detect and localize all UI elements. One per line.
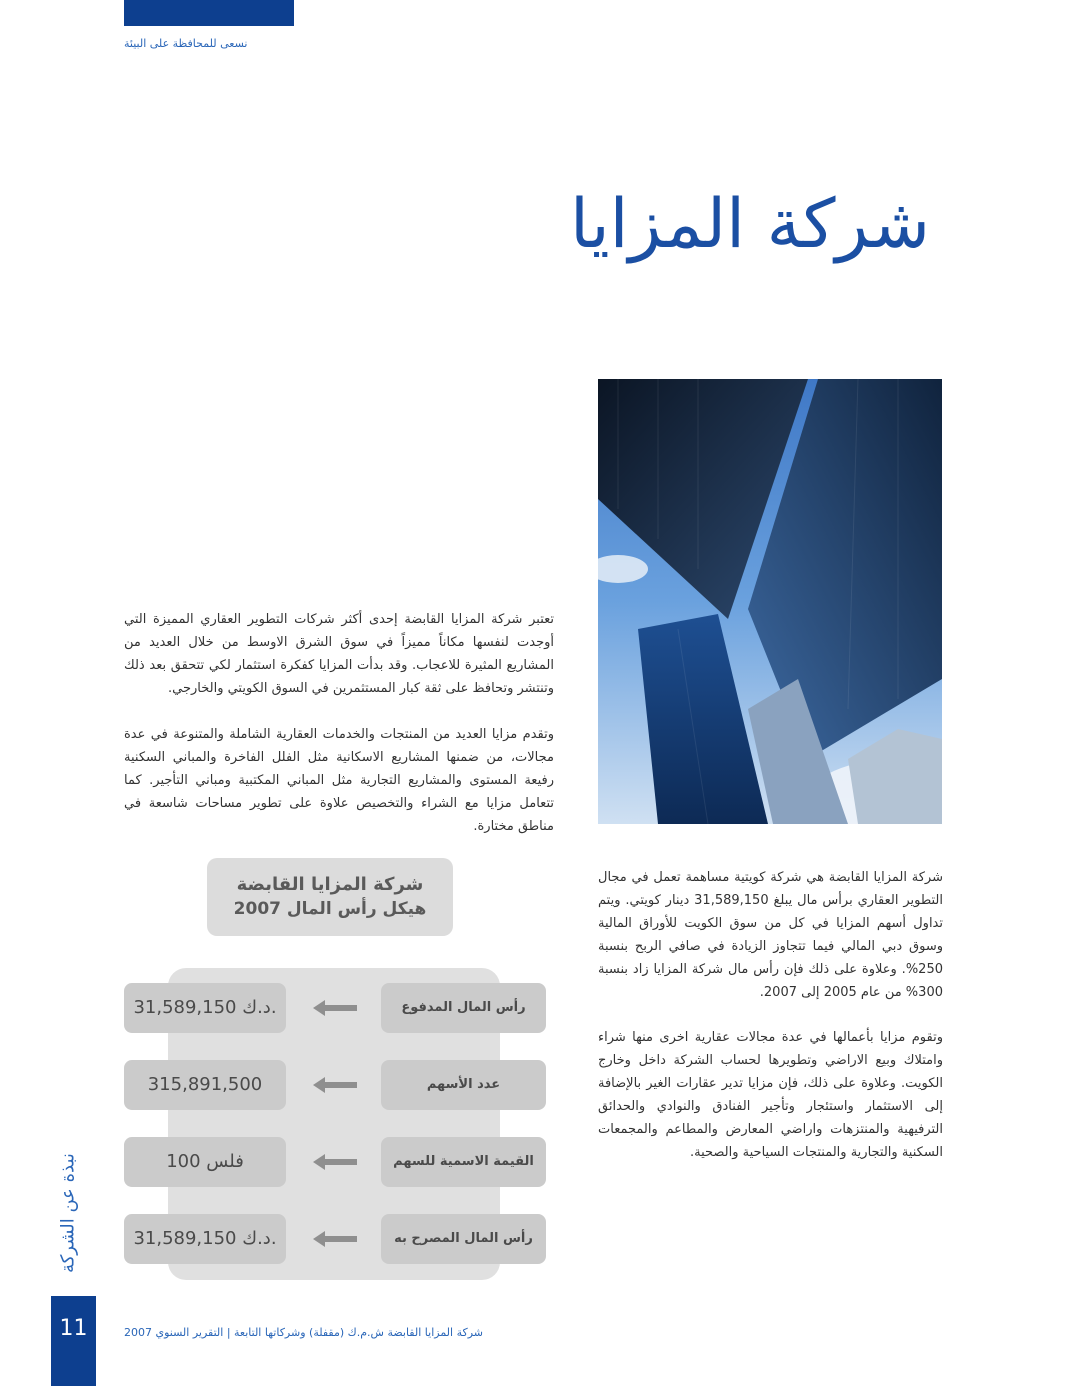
overview-paragraph-2: وتقوم مزايا بأعمالها في عدة مجالات عقارية اخرى منها شراء وامتلاك وبيع الاراضي وتطويرها لحساب الشركة داخل وخارج الكويت. وعلاوة على ذلك، فإن مزايا تدير عقارات الغير بالإضافة إلى الاستثمار واستئجار وتأجير الفنادق والنوادي والحدائق الترفيهية والمنتزهات واراضي المعارض والمطاعم والمجمعات السكنية والتجارية والمنتجات السياحية والصحية.: [598, 1030, 943, 1160]
arrow-left-icon: [313, 1229, 357, 1249]
intro-paragraph-2: وتقدم مزايا العديد من المنتجات والخدمات العقارية الشاملة والمتنوعة في عدة مجالات، من ضمنها المشاريع الاسكانية مثل الفلل الفاخرة والمباني السكنية رفيعة المستوى والمشاريع التجارية مثل المباني المكتبية ومباني التأجير. كما تتعامل مزايا مع الشراء والتخصيص علاوة على تطوير مساحات شاسعة في مناطق مختارة.: [124, 727, 554, 834]
capital-row-label: عدد الأسهم: [381, 1060, 546, 1110]
capital-row-value: 315,891,500: [124, 1060, 286, 1110]
page-number-box: [51, 1296, 96, 1386]
capital-row-shares: [124, 1060, 546, 1110]
capital-row-value: 100 فلس: [124, 1137, 286, 1187]
capital-row-paid-up: [124, 983, 546, 1033]
section-side-label: نبذة عن الشركة: [57, 1152, 79, 1273]
capital-row-value: 31,589,150 د.ك.: [124, 983, 286, 1033]
capital-row-label: رأس المال المدفوع: [381, 983, 546, 1033]
overview-paragraph-1: شركة المزايا القابضة هي شركة كويتية مساهمة تعمل في مجال التطوير العقاري برأس مال يبلغ 31,589,150 دينار كويتي. ويتم تداول أسهم المزايا في كل من سوق الكويت للأوراق المالية وسوق دبي المالي فيما تتجاوز الزيادة في صافي الربح بنسبة 250%. وعلاوة على ذلك فإن رأس مال شركة المزايا زاد بنسبة 300% من عام 2005 إلى 2007.: [598, 870, 943, 1000]
capital-row-nominal-value: [124, 1137, 546, 1187]
top-color-bar: [124, 0, 294, 26]
capital-structure-header: [207, 858, 453, 936]
intro-paragraph-1: تعتبر شركة المزايا القابضة إحدى أكثر شركات التطوير العقاري المميزة التي أوجدت لنفسها مكاناً مميزاً في سوق الشرق الاوسط من خلال العديد من المشاريع المثيرة للاعجاب. وقد بدأت المزايا كفكرة استثمار لكي تتحقق بعد ذلك وتنتشر وتحافظ على ثقة كبار المستثمرين في السوق الكويتي والخارجي.: [124, 612, 554, 696]
page-title: شركة المزايا: [570, 185, 930, 264]
capital-structure-title: شركة المزايا القابضة: [236, 874, 424, 895]
capital-row-label: رأس المال المصرح به: [381, 1214, 546, 1264]
page-number: 11: [59, 1316, 88, 1341]
capital-row-authorized: [124, 1214, 546, 1264]
skyscrapers-photo: [598, 379, 942, 824]
capital-structure-subtitle: هيكل رأس المال 2007: [233, 899, 427, 919]
capital-row-value: 31,589,150 د.ك.: [124, 1214, 286, 1264]
capital-row-label: القيمة الاسمية للسهم: [381, 1137, 546, 1187]
arrow-left-icon: [313, 998, 357, 1018]
arrow-left-icon: [313, 1075, 357, 1095]
header-tagline: نسعى للمحافظة على البيئة: [124, 37, 248, 50]
footer-text: شركة المزايا القابضة ش.م.ك (مقفلة) وشركاتها التابعة | التقرير السنوي 2007: [124, 1326, 483, 1339]
arrow-left-icon: [313, 1152, 357, 1172]
